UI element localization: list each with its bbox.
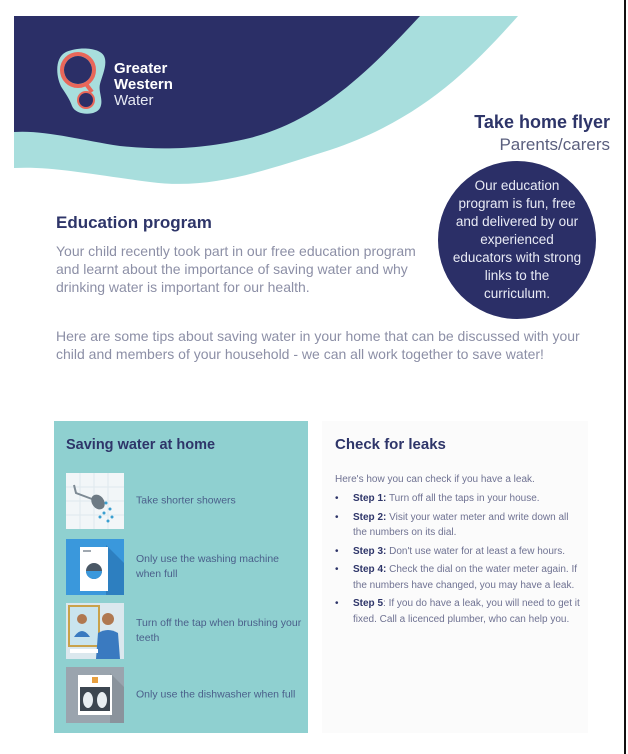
tip-text: Only use the washing machine when full <box>136 553 279 580</box>
tip-text: Take shorter showers <box>136 494 236 507</box>
check-leaks-panel <box>322 421 588 733</box>
bullet-icon: • <box>335 564 339 575</box>
education-section <box>56 213 426 296</box>
step-label: Step 5 <box>353 598 384 609</box>
brand-logo <box>56 48 173 118</box>
bullet-icon: • <box>335 545 339 557</box>
brushing-teeth-icon <box>66 603 124 659</box>
shower-icon <box>66 473 124 529</box>
tips-intro: Here are some tips about saving water in your home that can be discussed with your child and members of your household - we can all work together to save water! <box>56 328 580 362</box>
step-label: Step 2: <box>353 511 387 523</box>
step-text: Turn off all the taps in your house. <box>386 493 540 504</box>
logo-droplet-icon <box>56 48 108 116</box>
leaks-heading: Check for leaks <box>335 436 446 453</box>
leak-step-4 <box>335 562 583 593</box>
leak-steps-list <box>335 491 583 630</box>
bullet-icon: • <box>335 493 339 504</box>
tip-item-shower <box>66 473 302 529</box>
tip-text: Turn off the tap when brushing your teeth <box>136 617 302 644</box>
step-label: Step 1: <box>353 493 387 504</box>
bullet-icon: • <box>335 511 339 523</box>
leak-step-2 <box>335 510 583 541</box>
leak-step-3 <box>335 544 583 560</box>
step-text: Visit your water meter and write down all the numbers on its dial. <box>353 511 569 538</box>
brand-wordmark <box>114 61 173 109</box>
step-label: Step 3: <box>353 545 387 557</box>
brand-line-1: Greater <box>114 60 168 77</box>
step-text: Check the dial on the water meter again. If the numbers have changed, you may have a leak. <box>353 564 578 591</box>
flyer-audience: Parents/carers <box>499 135 610 154</box>
dishwasher-icon <box>66 667 124 723</box>
saving-heading: Saving water at home <box>66 437 216 453</box>
education-heading: Education program <box>56 213 212 232</box>
tip-item-dishwasher <box>66 667 302 723</box>
program-callout-circle <box>438 161 596 319</box>
bullet-icon: • <box>335 598 339 609</box>
brand-line-2: Western <box>114 76 173 93</box>
saving-water-panel <box>54 421 308 733</box>
brand-line-3: Water <box>114 92 154 109</box>
step-text: : If you do have a leak, you will need to get it fixed. Call a licenced plumber, who can help you. <box>353 598 580 625</box>
step-text: Don't use water for at least a few hours. <box>386 545 566 557</box>
program-callout-text: Our education program is fun, free and delivered by our experienced educators with strong links to the curriculum. <box>452 178 582 301</box>
flyer-title: Take home flyer <box>474 112 610 132</box>
leaks-intro: Here's how you can check if you have a leak. <box>335 474 535 485</box>
washing-machine-icon <box>66 539 124 595</box>
flyer-title-block <box>474 112 610 155</box>
tip-text: Only use the dishwasher when full <box>136 688 296 701</box>
leak-step-1 <box>335 491 583 507</box>
tip-item-washing-machine <box>66 539 302 595</box>
leak-step-5 <box>335 596 583 627</box>
education-body: Your child recently took part in our free education program and learnt about the importance of saving water and why drinking water is important for our health. <box>56 243 416 295</box>
tip-item-brushing-teeth <box>66 603 302 659</box>
step-label: Step 4: <box>353 564 387 575</box>
